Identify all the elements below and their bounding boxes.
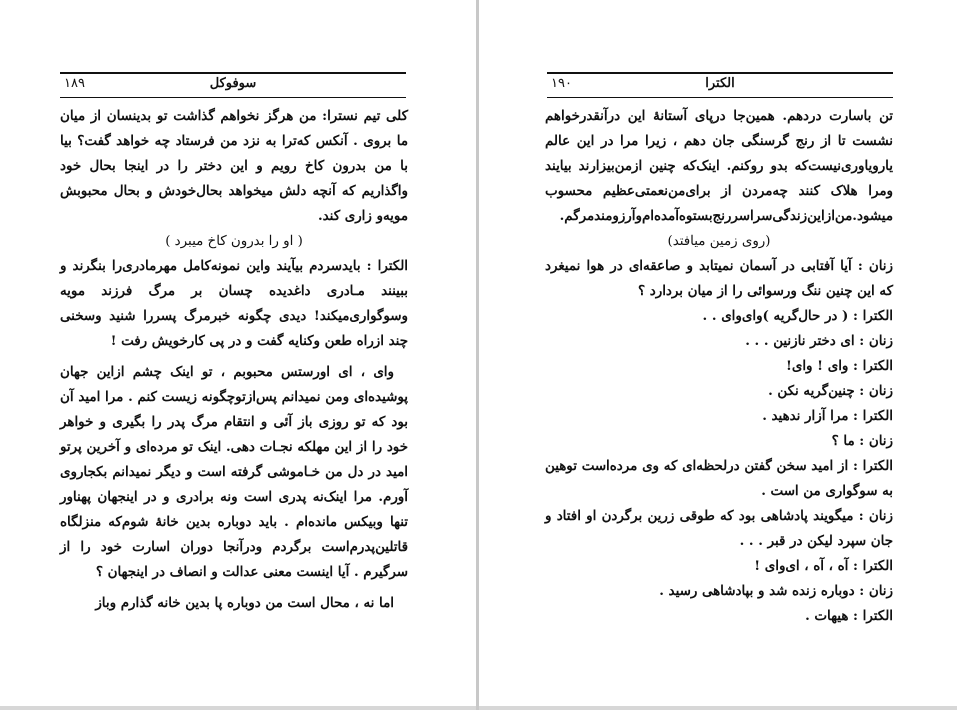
dialogue-text: دوباره زنده شد و بپادشاهی رسید . — [659, 583, 860, 599]
right-running-header — [547, 72, 893, 98]
speaker-name: زنان : — [858, 508, 893, 524]
speaker-name: الکترا : — [853, 408, 893, 424]
speaker-name: الکترا : — [852, 458, 893, 474]
dialogue-text: ای دختر نازنین . . . — [745, 333, 860, 349]
dialogue-line — [545, 254, 893, 304]
speaker-name: الکترا : — [853, 358, 893, 374]
paragraph: تن باسارت دردهم. همین‌جا درپای آستانهٔ این درآنقدرخواهم نشست تا از رنج گرسنگی جان دهم ، زیرا مرا در این عالم یارویاوری‌نیست‌که بدو روکنم. اینک‌که چنین ازمن‌بیزارند بیایند ومرا هلاک کنند چه‌مردن از برای‌من‌نعمتی‌عظیم محسوب میشود.من‌ازاین‌زندگی‌سراسررنج‌بستوه‌آمده‌ام‌وآرزومندمرگم. — [545, 108, 893, 224]
speaker-name: الکترا : — [366, 258, 408, 274]
dialogue-text: از امید سخن گفتن درلحظه‌ای که وی مرده‌است توهین به سوگواری من است . — [545, 458, 893, 499]
left-running-title: سوفوکل — [209, 76, 257, 91]
dialogue-text: ما ؟ — [831, 433, 860, 449]
stage-direction: ( او را بدرون کاخ میبرد ) — [165, 234, 303, 249]
dialogue-text: من هرگز نخواهم گذاشت تو بدینسان از میان ما بروی . آنکس که‌ترا به نزد من فرستاد چه خواهد گفت؟ بیا با من بدرون کاخ رویم و این دختر را در اینجا بحال خود واگذاریم که آنچه دلش میخواهد بحال‌خودش و بحال محبوبش مویه‌و زاری کند. — [60, 108, 408, 224]
dialogue-line — [545, 429, 893, 454]
dialogue-text: میگویند پادشاهی بود که طوقی زرین برگردن او افتاد و جان سپرد لیکن در قبر . . . — [545, 508, 893, 549]
dialogue-text: هیهات . — [805, 608, 854, 624]
speaker-name: الکترا : — [853, 558, 893, 574]
paragraph — [60, 254, 408, 354]
speaker-name: کلی تیم نسترا: — [322, 108, 408, 124]
left-running-header — [60, 72, 406, 98]
dialogue-text: آه ، آه ، ای‌وای ! — [754, 558, 854, 574]
left-page-number: ۱۸۹ — [64, 76, 85, 91]
dialogue-text: آیا آفتابی در آسمان نمیتابد و صاعقه‌ای در هوا نمیغرد که این چنین ننگ ورسوائی را از میان بردارد ؟ — [545, 258, 893, 299]
right-page-number: ۱۹۰ — [551, 76, 572, 91]
speaker-name: زنان : — [859, 583, 893, 599]
dialogue-line — [545, 304, 893, 329]
dialogue-text: چنین‌گریه نکن . — [768, 383, 860, 399]
dialogue-line — [545, 404, 893, 429]
paragraph: وای ، ای اورستس محبوبم ، تو اینک چشم ازاین جهان پوشیده‌ای ومن نمیدانم پس‌ازتوچگونه زیست کنم . مرا امید آن بود که تو روزی باز آئی و انتقام مرگ پدر را بگیری و خواهر خود را از این مهلکه نجـات دهی. اینک تو مرده‌ای و آخرین پرتو امید در دل من خـاموشی گرفته است و دیگر نمیدانم بکجاروی آورم. مرا اینک‌نه پدری است ونه برادری و در اینجهان پهناور تنها وبیکس مانده‌ام . باید دوباره بدین خانهٔ شوم‌که منزلگاه قاتلین‌پدرم‌است برگردم ودرآنجا دوران اسارت خود را از سرگیرم . آیا اینست معنی عدالت و انصاف در اینجهان ؟ — [60, 364, 408, 580]
speaker-name: الکترا : — [853, 608, 893, 624]
dialogue-line — [545, 554, 893, 579]
right-page-text — [545, 104, 893, 629]
paragraph: اما نه ، محال است من دوباره پا بدین خانه گذارم وباز — [95, 595, 394, 611]
right-page — [479, 0, 957, 706]
dialogue-line — [545, 354, 893, 379]
dialogue-line — [545, 604, 893, 629]
left-page-text — [60, 104, 408, 616]
dialogue-line — [545, 379, 893, 404]
dialogue-text: وای ! وای! — [785, 358, 854, 374]
speaker-name: زنان : — [859, 333, 893, 349]
dialogue-line — [545, 579, 893, 604]
paragraph — [60, 104, 408, 229]
right-running-title: الکترا — [705, 76, 735, 91]
speaker-name: زنان : — [857, 258, 894, 274]
dialogue-line — [545, 454, 893, 504]
dialogue-line — [545, 329, 893, 354]
left-page — [0, 0, 476, 706]
dialogue-text: بایدسردم بیآیند واین نمونه‌کامل مهرمادری‌را بنگرند و ببینند مـادری داغدیده چسان بر مرگ فرزند مویه وسوگواری‌میکند! دیدی چگونه خبرمرگ پسررا شنید وسخنی چند ازراه طعن وکنایه گفت و در پی کارخویش رفت ! — [60, 258, 408, 349]
speaker-name: الکترا : — [853, 308, 893, 324]
dialogue-text: ( در حال‌گریه )وای‌وای . . — [702, 308, 854, 324]
speaker-name: زنان : — [859, 433, 893, 449]
stage-direction: (روی زمین میافتد) — [667, 234, 771, 249]
dialogue-line — [545, 504, 893, 554]
speaker-name: زنان : — [859, 383, 893, 399]
dialogue-text: مرا آزار ندهید . — [762, 408, 854, 424]
